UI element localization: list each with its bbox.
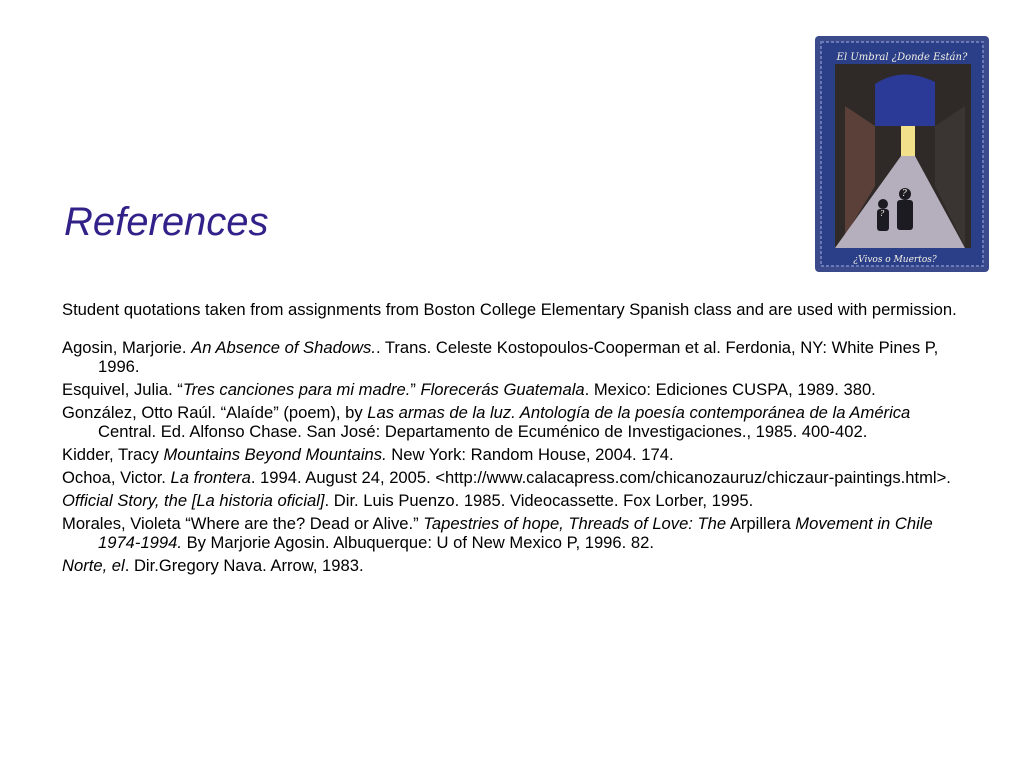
reference-title: La frontera	[170, 468, 251, 487]
reference-text: Morales, Violeta “Where are the? Dead or Alive.”	[62, 514, 424, 533]
svg-text:?: ?	[880, 209, 885, 218]
reference-entry	[62, 556, 962, 575]
reference-entry	[62, 338, 962, 376]
reference-entry	[62, 514, 962, 552]
reference-text: González, Otto Raúl. “Alaíde” (poem), by	[62, 403, 368, 422]
reference-text: New York: Random House, 2004. 174.	[386, 445, 674, 464]
slide-title: References	[64, 200, 269, 244]
reference-title: Tres canciones para mi madre.	[182, 380, 411, 399]
reference-title: Tapestries of hope, Threads of Love: The	[423, 514, 727, 533]
reference-text: Kidder, Tracy	[62, 445, 164, 464]
reference-title: Movement in Chile 1974-1994.	[98, 514, 933, 552]
reference-text: Agosin, Marjorie.	[62, 338, 192, 357]
reference-text: Ochoa, Victor.	[62, 468, 171, 487]
reference-entry	[62, 380, 962, 399]
reference-title: Official Story, the [La historia oficial]	[62, 491, 325, 510]
arpillera-image	[815, 36, 989, 272]
reference-text: Arpillera	[726, 514, 796, 533]
reference-text: Esquivel, Julia. “	[62, 380, 183, 399]
reference-text: By Marjorie Agosin. Albuquerque: U of New Mexico P, 1996. 82.	[181, 533, 654, 552]
tapestry-top-text: El Umbral ¿Donde Están?	[836, 52, 968, 63]
reference-text: Central. Ed. Alfonso Chase. San José: Departamento de Ecuménico de Investigaciones., 1985. 400-402.	[98, 422, 868, 441]
reference-text: ”	[410, 380, 421, 399]
tapestry-bottom-text: ¿Vivos o Muertos?	[853, 255, 937, 265]
reference-title: Norte, el	[62, 556, 125, 575]
reference-entry	[62, 403, 962, 441]
reference-title: Florecerás Guatemala	[420, 380, 585, 399]
reference-text: . Dir. Luis Puenzo. 1985. Videocassette. Fox Lorber, 1995.	[324, 491, 754, 510]
reference-title: An Absence of Shadows.	[191, 338, 376, 357]
reference-entry	[62, 300, 962, 319]
reference-entry	[62, 445, 962, 464]
reference-title: Las armas de la luz. Antología de la poesía contemporánea de la América	[367, 403, 911, 422]
reference-text: . Dir.Gregory Nava. Arrow, 1983.	[124, 556, 364, 575]
tapestry-mark: ?	[902, 189, 907, 199]
reference-list	[62, 300, 962, 579]
reference-text: . Trans. Celeste Kostopoulos-Cooperman et al. Ferdonia, NY: White Pines P, 1996.	[98, 338, 939, 376]
reference-entry	[62, 468, 962, 487]
reference-text: . Mexico: Ediciones CUSPA, 1989. 380.	[584, 380, 876, 399]
reference-entry	[62, 491, 962, 510]
reference-text: . 1994. August 24, 2005. <http://www.calacapress.com/chicanozauruz/chiczaur-paintings.html>.	[250, 468, 951, 487]
reference-title: Mountains Beyond Mountains.	[163, 445, 387, 464]
reference-text: Student quotations taken from assignments from Boston College Elementary Spanish class and are used with permission.	[62, 300, 957, 319]
